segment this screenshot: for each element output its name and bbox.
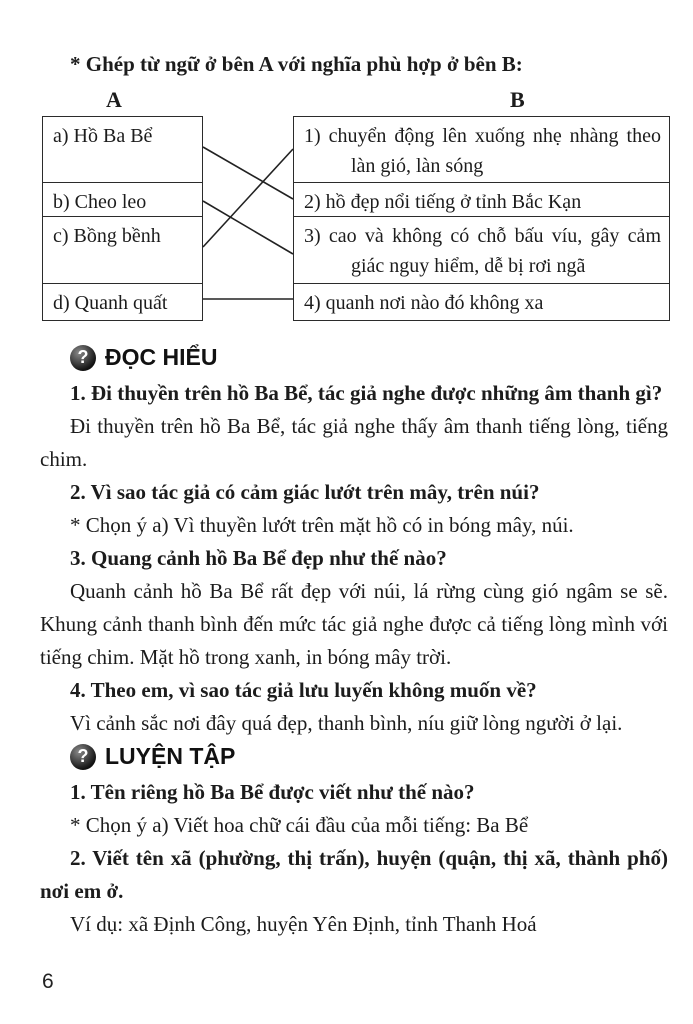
column-labels <box>40 87 668 113</box>
match-item-a: a) Hồ Ba Bể <box>53 125 153 147</box>
practice-question-2: 2. Viết tên xã (phường, thị trấn), huyện (quận, thị xã, thành phố) nơi em ở. <box>40 846 668 903</box>
page-content <box>40 48 668 941</box>
column-label-a: A <box>106 87 122 112</box>
match-line-b-3 <box>203 201 293 254</box>
match-line-c-1 <box>203 149 293 247</box>
exercise-prompt: * Ghép từ ngữ ở bên A với nghĩa phù hợp ở bên B: <box>70 52 523 76</box>
matching-table-area <box>42 116 670 322</box>
question-mark-icon: ? <box>70 345 96 371</box>
match-def-2: 2) hồ đẹp nổi tiếng ở tỉnh Bắc Kạn <box>294 182 669 216</box>
reading-answer-1: Đi thuyền trên hồ Ba Bể, tác giả nghe thấy âm thanh tiếng lòng, tiếng chim. <box>40 414 668 471</box>
reading-question-4: 4. Theo em, vì sao tác giả lưu luyến không muốn về? <box>70 678 537 702</box>
section-header-luyen-tap <box>70 743 668 770</box>
page-number: 6 <box>42 970 54 993</box>
matching-table <box>42 116 670 322</box>
match-lines-svg <box>203 116 293 319</box>
match-item-d: d) Quanh quất <box>43 283 202 320</box>
question-mark-icon: ? <box>70 744 96 770</box>
reading-answer-3: Quanh cảnh hồ Ba Bể rất đẹp với núi, lá rừng cùng gió ngâm se sẽ. Khung cảnh thanh bình đến mức tác giả nghe được cả tiếng lòng mình với tiếng chim. Mặt hồ trong xanh, in bóng mây trời. <box>40 579 668 669</box>
match-def-3: 3) cao và không có chỗ bấu víu, gây cảm giác nguy hiểm, dễ bị rơi ngã <box>294 216 669 283</box>
section-header-doc-hieu <box>70 344 668 371</box>
practice-answer-1: * Chọn ý a) Viết hoa chữ cái đầu của mỗi tiếng: Ba Bể <box>70 813 529 837</box>
match-def-4: 4) quanh nơi nào đó không xa <box>294 283 669 320</box>
match-item-b: b) Cheo leo <box>43 182 202 216</box>
match-item-c: c) Bồng bềnh <box>43 216 202 283</box>
column-a-box <box>42 116 203 321</box>
reading-question-2: 2. Vì sao tác giả có cảm giác lướt trên mây, trên núi? <box>70 480 540 504</box>
reading-question-1: 1. Đi thuyền trên hồ Ba Bể, tác giả nghe được những âm thanh gì? <box>70 381 663 405</box>
match-line-a-2 <box>203 147 293 199</box>
reading-answer-2: * Chọn ý a) Vì thuyền lướt trên mặt hồ có in bóng mây, núi. <box>70 513 574 537</box>
match-def-1: 1) chuyển động lên xuống nhẹ nhàng theo làn gió, làn sóng <box>304 125 661 177</box>
practice-question-1: 1. Tên riêng hồ Ba Bể được viết như thế nào? <box>70 780 475 804</box>
reading-answer-4: Vì cảnh sắc nơi đây quá đẹp, thanh bình, níu giữ lòng người ở lại. <box>70 711 623 735</box>
column-b-box <box>293 116 670 321</box>
practice-answer-2: Ví dụ: xã Định Công, huyện Yên Định, tỉnh Thanh Hoá <box>70 912 537 936</box>
column-label-b: B <box>510 87 525 112</box>
section-title: LUYỆN TẬP <box>105 743 236 769</box>
reading-question-3: 3. Quang cảnh hồ Ba Bể đẹp như thế nào? <box>70 546 447 570</box>
section-title: ĐỌC HIỂU <box>105 344 218 370</box>
